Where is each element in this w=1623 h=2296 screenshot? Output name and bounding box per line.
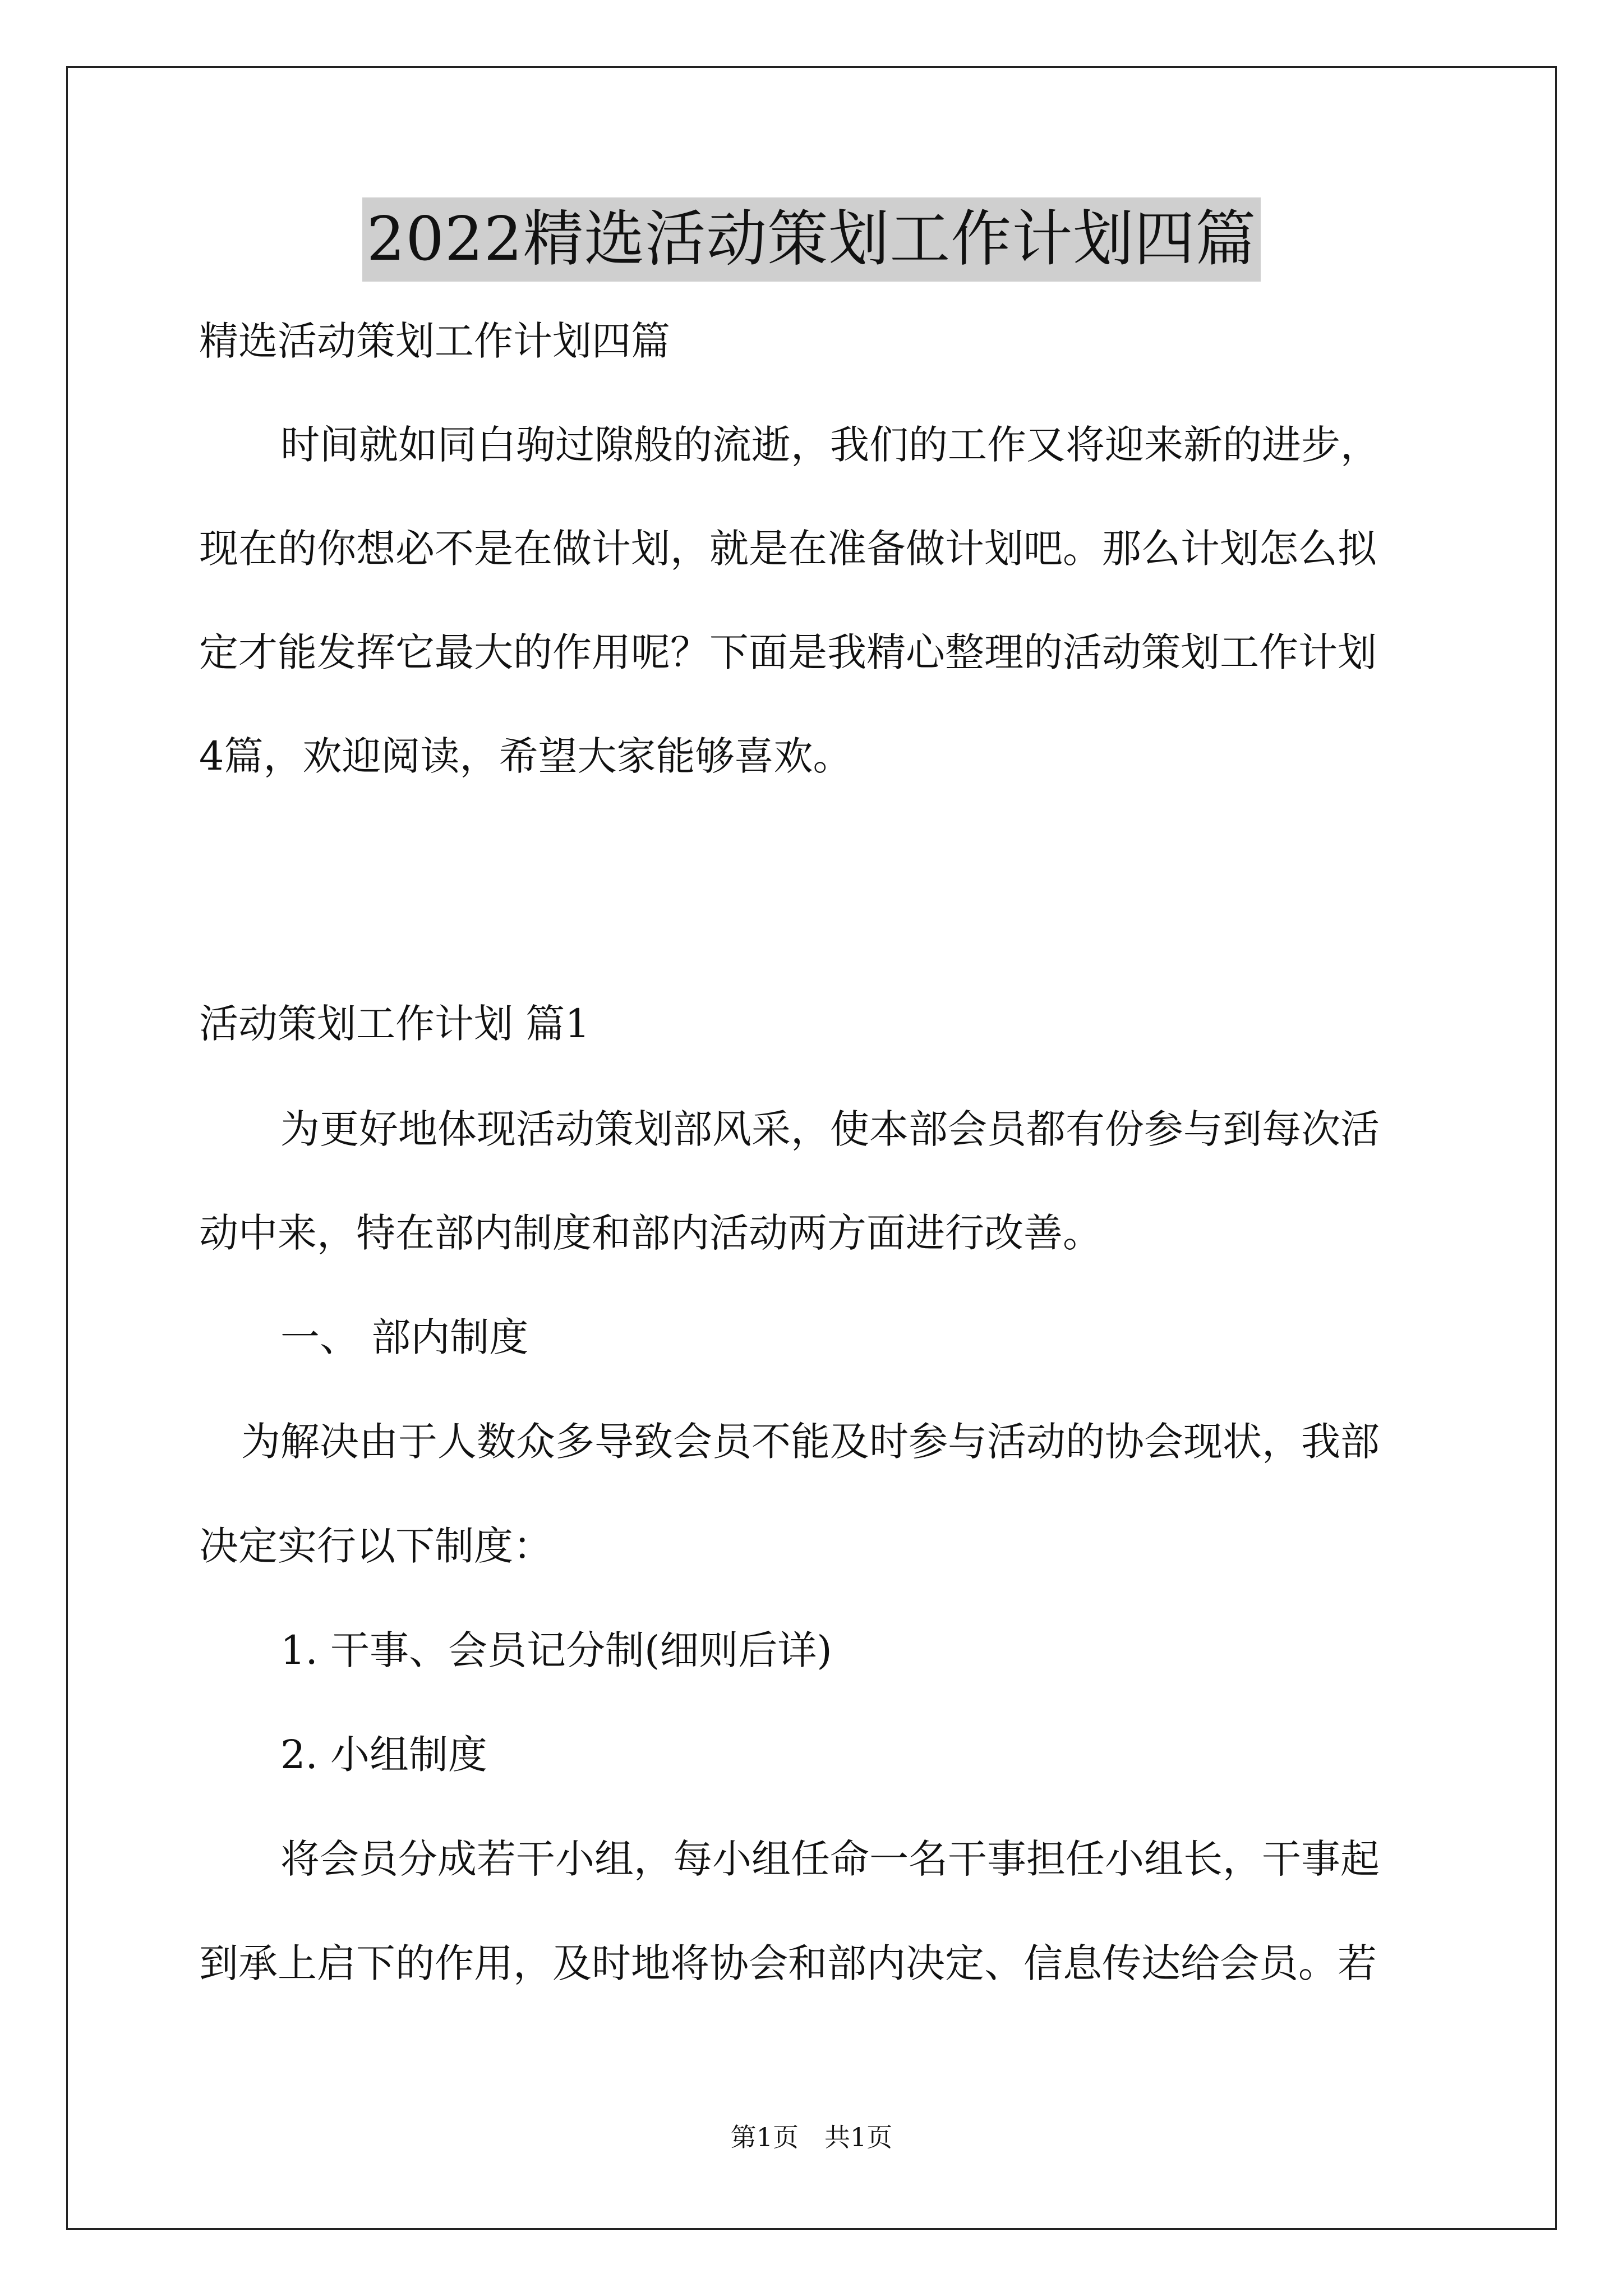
body-line: 决定实行以下制度： bbox=[199, 1523, 552, 1569]
body-line: 将会员分成若干小组，每小组任命一名干事担任小组长，干事起 bbox=[280, 1836, 1380, 1882]
document-title: 2022精选活动策划工作计划四篇 bbox=[362, 197, 1261, 282]
list-item: 1. 干事、会员记分制(细则后详) bbox=[280, 1627, 832, 1673]
title-container bbox=[0, 197, 1623, 282]
body-line: 为更好地体现活动策划部风采，使本部会员都有份参与到每次活 bbox=[280, 1106, 1380, 1152]
section-heading: 活动策划工作计划 篇1 bbox=[199, 1001, 590, 1047]
body-line: 为解决由于人数众多导致会员不能及时参与活动的协会现状，我部 bbox=[241, 1419, 1380, 1465]
body-line: 动中来，特在部内制度和部内活动两方面进行改善。 bbox=[199, 1210, 1102, 1256]
body-line: 4篇，欢迎阅读，希望大家能够喜欢。 bbox=[199, 733, 852, 779]
subsection-heading: 一、 部内制度 bbox=[280, 1314, 529, 1360]
body-line: 到承上启下的作用，及时地将协会和部内决定、信息传达给会员。若 bbox=[199, 1940, 1377, 1986]
subtitle-line: 精选活动策划工作计划四篇 bbox=[199, 318, 670, 364]
body-line: 现在的你想必不是在做计划，就是在准备做计划吧。那么计划怎么拟 bbox=[199, 526, 1377, 572]
body-line: 定才能发挥它最大的作用呢？下面是我精心整理的活动策划工作计划 bbox=[199, 629, 1377, 675]
list-item: 2. 小组制度 bbox=[280, 1732, 488, 1778]
body-line: 时间就如同白驹过隙般的流逝，我们的工作又将迎来新的进步， bbox=[280, 422, 1380, 468]
page-footer: 第1页 共1页 bbox=[730, 2122, 893, 2152]
